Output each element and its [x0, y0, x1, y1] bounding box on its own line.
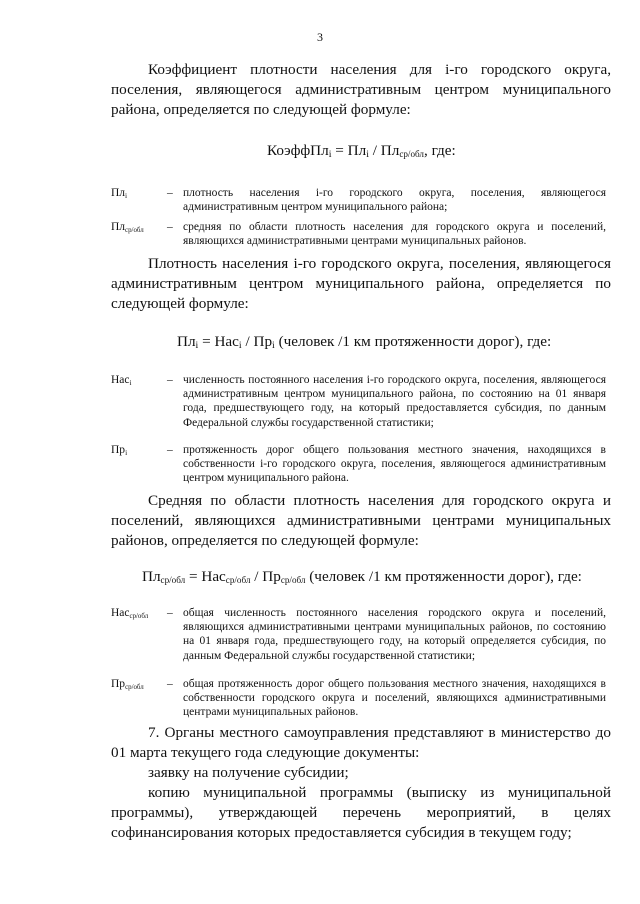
definition-dash: – [167, 444, 173, 456]
definition-item [111, 220, 606, 248]
formula-subscript: ср/обл [225, 575, 251, 585]
formula-term: Пл [142, 568, 161, 585]
formula-tail: , где: [423, 142, 456, 159]
formula-tail: (человек /1 км протяженности дорог), где: [274, 333, 552, 350]
formula-term: = Нас [198, 333, 239, 350]
paragraph-documents: 7. Органы местного самоуправления представляют в министерство до 01 марта текущего года следующие документы: [111, 724, 611, 761]
formula-density [177, 333, 551, 351]
formula-subscript: i [366, 149, 369, 160]
formula-term: / Пр [250, 568, 281, 585]
formula-term: / Пр [241, 333, 273, 350]
formula-tail: (человек /1 км протяженности дорог), где: [305, 568, 582, 585]
formula-subscript: ср/обл [399, 149, 424, 159]
definition-symbol: $Пл_i$ [111, 187, 128, 200]
formula-subscript: i [328, 149, 332, 160]
definition-text: плотность населения i-го городского округа, поселения, являющегося административным центром муниципального района; [183, 187, 606, 214]
formula-subscript: ср/обл [160, 575, 186, 585]
definition-item [111, 677, 606, 720]
definition-text: общая численность постоянного населения городского округа и поселений, являющихся административными центрами муниципальных районов, по состоянию на 01 января года, предшествующего году, на который определяется субсидия, по данным Федеральной службы государственной статистики; [183, 607, 606, 662]
formula-subscript: i [195, 340, 199, 351]
paragraph-density-coefficient: Коэффициент плотности населения для i-го городского округа, поселения, являющегося административным центром муниципального района, определяется по следующей формуле: [111, 61, 611, 118]
definition-dash: – [167, 221, 173, 233]
definition-item [111, 186, 606, 214]
formula-term: КоэффПл [267, 142, 329, 159]
paragraph-program-copy: копию муниципальной программы (выписку из муниципальной программы), утверждающей перечень мероприятий, в целях софинансирования которых предоставляется субсидия в текущем году; [111, 784, 611, 841]
definition-dash: – [167, 374, 173, 386]
definition-text: численность постоянного населения i-го городского округа, поселения, являющегося административным центром муниципального района, по состоянию на 01 января года, предшествующего году, на который предоставляется субсидия, по данным Федеральной службы государственной статистики; [183, 374, 606, 429]
definition-item [111, 373, 606, 430]
paragraph-application: заявку на получение субсидии; [148, 764, 349, 781]
definition-item [111, 606, 606, 663]
formula-term: = Пл [331, 142, 367, 159]
definition-dash: – [167, 607, 173, 619]
definition-dash: – [167, 678, 173, 690]
formula-term: / Пл [368, 142, 400, 159]
definition-symbol: $Пл_{ср/обл}$ [111, 221, 144, 234]
definition-symbol: Нас$_i$ [111, 374, 132, 387]
formula-term: = Нас [185, 568, 226, 585]
definition-dash: – [167, 187, 173, 199]
paragraph-average-density: Средняя по области плотность населения для городского округа и поселений, являющихся административными центрами муниципальных районов, определяется по следующей формуле: [111, 492, 611, 549]
formula-density-coefficient [267, 142, 456, 160]
definition-symbol: $Пр_{ср/обл}$ [111, 678, 144, 691]
definition-text: протяженность дорог общего пользования местного значения, находящихся в собственности i-го городского округа, поселения, являющегося административным центром муниципального района. [183, 444, 606, 485]
definition-text: общая протяженность дорог общего пользования местного значения, находящихся в собственности городского округа и поселений, являющихся административными центрами муниципальных районов. [183, 678, 606, 719]
definition-item [111, 443, 606, 486]
formula-term: Пл [177, 333, 196, 350]
page-number: 3 [317, 30, 323, 44]
definition-text: средняя по области плотность населения для городского округа и поселений, являющихся административными центрами муниципальных районов. [183, 221, 606, 248]
formula-subscript: i [238, 340, 242, 351]
definition-symbol: $Пр_i$ [111, 444, 128, 457]
paragraph-density: Плотность населения i-го городского округа, поселения, являющегося административным центром муниципального района, определяется по следующей формуле: [111, 255, 611, 312]
definition-symbol: Нас$_{ср/обл}$ [111, 607, 149, 620]
formula-subscript: ср/обл [280, 575, 306, 585]
formula-average-density [142, 568, 582, 586]
formula-subscript: i [272, 340, 275, 351]
